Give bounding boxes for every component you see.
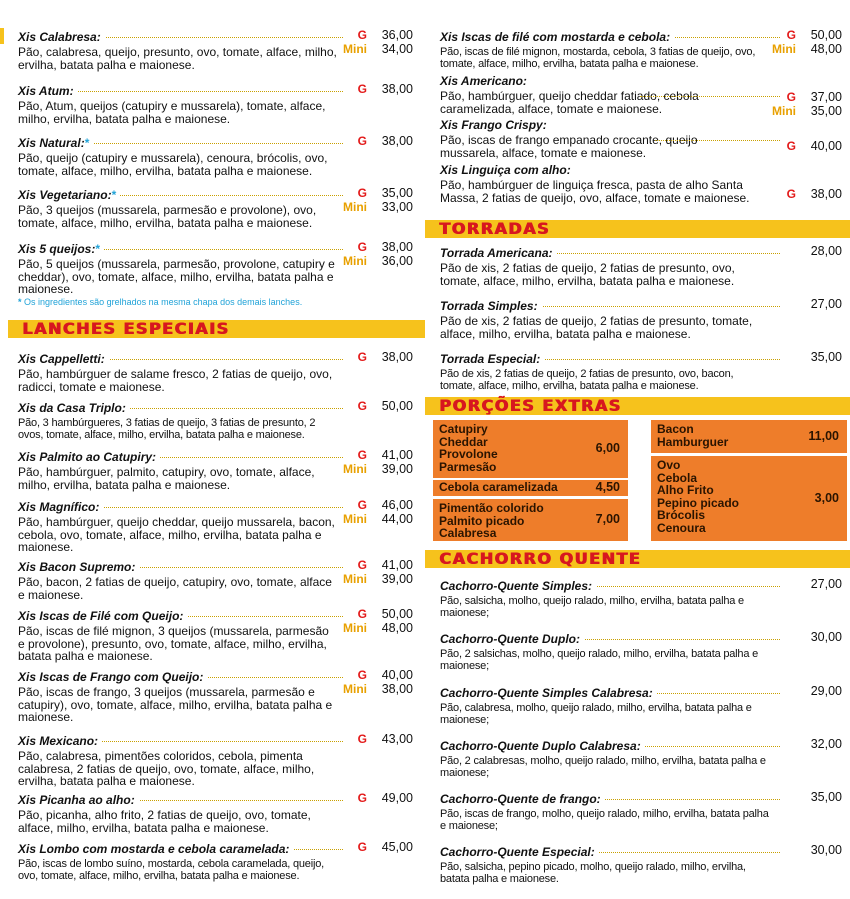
section-header-lanches: LANCHES ESPECIAIS	[8, 320, 425, 338]
size-tags: G	[357, 840, 367, 854]
menu-item	[18, 134, 413, 177]
item-description: Pão de xis, 2 fatias de queijo, 2 fatias de presunto, ovo, tomate, alface, milho, ervilha, batata palha e maionese.	[440, 261, 735, 288]
size-tags: G	[357, 732, 367, 746]
portion-box: Bacon Hamburguer 11,00	[651, 420, 847, 453]
size-tags: G	[357, 791, 367, 805]
item-prices: 43,00	[381, 732, 413, 746]
item-description: Pão, 2 calabresas, molho, queijo ralado, milho, ervilha, batata palha e maionese;	[440, 755, 766, 779]
item-prices: 38,00	[381, 134, 413, 148]
item-name: Xis Lombo com mostarda e cebola caramelada:	[18, 843, 293, 855]
section-header-cachorro: CACHORRO QUENTE	[425, 550, 850, 568]
item-description: Pão, iscas de frango empanado crocante, queijo mussarela, alface, tomate e maionese.	[440, 133, 698, 160]
menu-item	[440, 28, 842, 70]
item-name: Xis Natural:*	[18, 137, 93, 149]
item-name: Xis Picanha ao alho:	[18, 794, 139, 806]
portion-price: 6,00	[595, 441, 620, 455]
item-name: Xis Atum:	[18, 85, 78, 97]
item-prices: 46,00 44,00	[381, 498, 413, 526]
item-description: Pão, hambúrguer, queijo cheddar, queijo mussarela, bacon, cebola, ovo, tomate, alface, milho, ervilha, batata palha e maionese.	[18, 515, 335, 554]
item-description: Pão, 3 queijos (mussarela, parmesão e provolone), ovo, tomate, alface, milho, ervilha, batata palha e maionese.	[18, 203, 317, 230]
section-header-torradas: TORRADAS	[425, 220, 850, 238]
size-tags: G	[357, 82, 367, 96]
item-description: Pão, iscas de frango, molho, queijo ralado, milho, ervilha, batata palha e maionese;	[440, 808, 769, 832]
item-prices: 41,00 39,00	[381, 558, 413, 586]
grilled-note: * Os ingredientes são grelhados na mesma chapa dos demais lanches.	[18, 297, 303, 307]
item-prices: 37,00 35,00	[810, 90, 842, 118]
item-prices: 35,00	[810, 790, 842, 804]
item-name: Xis Calabresa:	[18, 31, 105, 43]
section-header-porcoes: PORÇÕES EXTRAS	[425, 397, 850, 415]
item-description: Pão, calabresa, molho, queijo ralado, milho, ervilha, batata palha e maionese;	[440, 702, 752, 726]
item-prices: 38,00	[381, 350, 413, 364]
menu-item	[440, 116, 842, 159]
item-description: Pão de xis, 2 fatias de queijo, 2 fatias de presunto, tomate, alface, milho, ervilha, batata palha e maionese.	[440, 314, 753, 341]
item-name: Xis Iscas de Frango com Queijo:	[18, 671, 207, 683]
side-accent-bar	[0, 28, 4, 44]
menu-item	[18, 840, 413, 882]
size-tags: G	[786, 187, 796, 201]
item-name: Xis Palmito ao Catupiry:	[18, 451, 160, 463]
item-prices: 36,00 34,00	[381, 28, 413, 56]
size-tags: G Mini	[343, 668, 367, 696]
menu-item	[440, 72, 842, 118]
item-name: Xis Frango Crispy:	[440, 119, 551, 131]
item-name: Xis Mexicano:	[18, 735, 102, 747]
item-description: Pão, calabresa, pimentões coloridos, cebola, pimenta calabresa, 2 fatias de queijo, ovo, tomate, alface, milho, ervilha, batata palha e maionese.	[18, 749, 315, 788]
item-prices: 28,00	[810, 244, 842, 258]
grilled-star-icon: *	[111, 188, 117, 202]
menu-item	[440, 843, 842, 885]
item-description: Pão, calabresa, queijo, presunto, ovo, tomate, alface, milho, ervilha, batata palha e maionese.	[18, 45, 337, 72]
grilled-star-icon: *	[84, 136, 90, 150]
dotted-leader	[640, 96, 780, 97]
size-tags: G Mini	[343, 240, 367, 268]
portion-price: 3,00	[814, 491, 839, 505]
note-star-icon: *	[18, 297, 22, 307]
item-prices: 40,00 38,00	[381, 668, 413, 696]
item-description: Pão, 5 queijos (mussarela, parmesão, provolone, catupiry e cheddar), ovo, tomate, alface, milho, ervilha, batata palha e maionese.	[18, 257, 335, 296]
item-prices: 38,00	[381, 82, 413, 96]
item-prices: 30,00	[810, 630, 842, 644]
item-description: Pão, hambúrguer, palmito, catupiry, ovo, tomate, alface, milho, ervilha, batata palha e maionese.	[18, 465, 315, 492]
menu-item	[440, 350, 842, 392]
item-name: Cachorro-Quente Duplo Calabresa:	[440, 740, 645, 752]
item-name: Xis Americano:	[440, 75, 531, 87]
item-name: Xis Bacon Supremo:	[18, 561, 139, 573]
menu-item	[18, 498, 413, 554]
menu-item	[440, 577, 842, 619]
size-tags: G Mini	[343, 607, 367, 635]
portion-box: Ovo Cebola Alho Frito Pepino picado Brócolis Cenoura 3,00	[651, 456, 847, 541]
item-name: Cachorro-Quente de frango:	[440, 793, 605, 805]
item-prices: 35,00	[810, 350, 842, 364]
item-prices: 29,00	[810, 684, 842, 698]
item-description: Pão, iscas de filé mignon, mostarda, cebola, 3 fatias de queijo, ovo, tomate, alface, milho, ervilha, batata palha e maionese.	[440, 46, 756, 70]
menu-item	[440, 630, 842, 672]
portion-box: Cebola caramelizada 4,50	[433, 480, 628, 496]
menu-item	[18, 558, 413, 601]
item-description: Pão de xis, 2 fatias de queijo, 2 fatias de presunto, ovo, bacon, tomate, alface, milho, ervilha, batata palha e maionese.	[440, 368, 734, 392]
menu-item	[18, 732, 413, 788]
item-description: Pão, queijo (catupiry e mussarela), cenoura, brócolis, ovo, tomate, alface, milho, ervilha, batata palha e maionese.	[18, 151, 328, 178]
item-prices: 40,00	[810, 139, 842, 153]
item-prices: 41,00 39,00	[381, 448, 413, 476]
item-name: Cachorro-Quente Especial:	[440, 846, 599, 858]
size-tags: G	[357, 134, 367, 148]
portion-price: 4,50	[595, 480, 620, 494]
item-description: Pão, iscas de lombo suíno, mostarda, cebola caramelada, queijo, ovo, tomate, alface, milho, ervilha, batata palha e maionese.	[18, 858, 324, 882]
menu-item	[440, 161, 842, 204]
menu-item	[18, 28, 413, 71]
item-prices: 27,00	[810, 297, 842, 311]
item-name: Xis Iscas de filé com mostarda e cebola:	[440, 31, 674, 43]
size-tags: G Mini	[343, 186, 367, 214]
size-tags: G Mini	[343, 558, 367, 586]
menu-item	[18, 607, 413, 663]
item-description: Pão, hambúrguer de salame fresco, 2 fatias de queijo, ovo, radicci, tomate e maionese.	[18, 367, 333, 394]
item-prices: 35,00 33,00	[381, 186, 413, 214]
item-prices: 45,00	[381, 840, 413, 854]
menu-item	[18, 82, 413, 125]
menu-item	[440, 244, 842, 287]
size-tags: G Mini	[343, 28, 367, 56]
item-prices: 38,00	[810, 187, 842, 201]
item-description: Pão, bacon, 2 fatias de queijo, catupiry, ovo, tomate, alface e maionese.	[18, 575, 332, 602]
item-description: Pão, 3 hambúrgueres, 3 fatias de queijo, 3 fatias de presunto, 2 ovos, tomate, alface, milho, ervilha, batata palha e maionese.	[18, 417, 316, 441]
item-name: Torrada Americana:	[440, 247, 556, 259]
item-description: Pão, salsicha, pepino picado, molho, queijo ralado, milho, ervilha, batata palha e maionese.	[440, 861, 746, 885]
item-name: Cachorro-Quente Duplo:	[440, 633, 584, 645]
item-name: Torrada Simples:	[440, 300, 542, 312]
menu-item	[440, 737, 842, 779]
portion-price: 7,00	[595, 512, 620, 526]
item-description: Pão, picanha, alho frito, 2 fatias de queijo, ovo, tomate, alface, milho, ervilha, batata palha e maionese.	[18, 808, 311, 835]
item-name: Xis 5 queijos:*	[18, 243, 104, 255]
size-tags: G Mini	[343, 448, 367, 476]
size-tags: G	[357, 350, 367, 364]
item-name: Xis Vegetariano:*	[18, 189, 120, 201]
item-description: Pão, salsicha, molho, queijo ralado, milho, ervilha, batata palha e maionese;	[440, 595, 744, 619]
item-name: Xis da Casa Triplo:	[18, 402, 130, 414]
item-prices: 50,00	[381, 399, 413, 413]
size-tags: G Mini	[772, 28, 796, 56]
item-name: Cachorro-Quente Simples:	[440, 580, 596, 592]
item-prices: 49,00	[381, 791, 413, 805]
item-prices: 30,00	[810, 843, 842, 857]
item-prices: 27,00	[810, 577, 842, 591]
menu-item	[440, 790, 842, 832]
item-description: Pão, 2 salsichas, molho, queijo ralado, milho, ervilha, batata palha e maionese;	[440, 648, 759, 672]
grilled-star-icon: *	[95, 242, 101, 256]
size-tags: G Mini	[772, 90, 796, 118]
item-description: Pão, Atum, queijos (catupiry e mussarela), tomate, alface, milho, ervilha, batata palha e maionese.	[18, 99, 326, 126]
menu-item	[18, 399, 413, 441]
menu-item	[18, 448, 413, 491]
menu-item	[18, 791, 413, 834]
item-description: Pão, hambúrguer de linguiça fresca, pasta de alho Santa Massa, 2 fatias de queijo, ovo, alface, tomate e maionese.	[440, 178, 750, 205]
menu-item	[18, 350, 413, 393]
size-tags: G	[786, 139, 796, 153]
menu-item	[440, 684, 842, 726]
item-name: Xis Cappelletti:	[18, 353, 109, 365]
menu-item	[18, 240, 413, 296]
menu-item	[18, 186, 413, 229]
item-prices: 50,00 48,00	[810, 28, 842, 56]
item-name: Cachorro-Quente Simples Calabresa:	[440, 687, 657, 699]
item-description: Pão, iscas de filé mignon, 3 queijos (mussarela, parmesão e provolone), presunto, ovo, tomate, alface, milho, ervilha, batata palha e maionese.	[18, 624, 329, 663]
item-description: Pão, hambúrguer, queijo cheddar fatiado, cebola caramelizada, alface, tomate e maionese.	[440, 89, 699, 116]
item-prices: 50,00 48,00	[381, 607, 413, 635]
size-tags: G	[357, 399, 367, 413]
menu-item	[18, 668, 413, 724]
dotted-leader	[655, 140, 780, 141]
item-name: Xis Linguiça com alho:	[440, 164, 575, 176]
portion-price: 11,00	[808, 429, 839, 443]
portion-box: Pimentão colorido Palmito picado Calabresa 7,00	[433, 499, 628, 541]
item-name: Xis Iscas de Filé com Queijo:	[18, 610, 187, 622]
menu-item	[440, 297, 842, 340]
item-prices: 32,00	[810, 737, 842, 751]
item-prices: 38,00 36,00	[381, 240, 413, 268]
item-name: Torrada Especial:	[440, 353, 544, 365]
size-tags: G Mini	[343, 498, 367, 526]
item-description: Pão, iscas de frango, 3 queijos (mussarela, parmesão e catupiry), ovo, tomate, alface, milho, ervilha, batata palha e maionese.	[18, 685, 333, 724]
item-name: Xis Magnífico:	[18, 501, 103, 513]
portion-box: Catupiry Cheddar Provolone Parmesão 6,00	[433, 420, 628, 478]
